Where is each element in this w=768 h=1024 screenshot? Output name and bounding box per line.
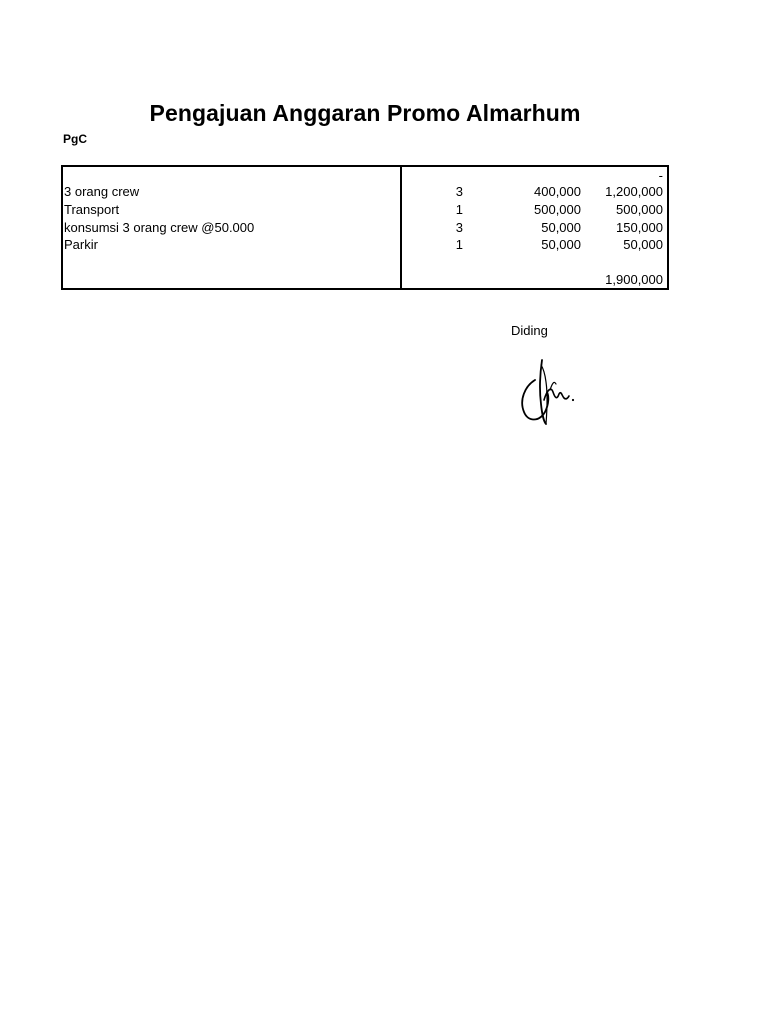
row-price: 500,000 bbox=[534, 202, 581, 217]
total-amount: 1,900,000 bbox=[605, 272, 663, 287]
row-amount: 500,000 bbox=[616, 202, 663, 217]
row-description: Transport bbox=[64, 202, 120, 217]
row-amount: 50,000 bbox=[623, 237, 663, 252]
row-price: 400,000 bbox=[534, 184, 581, 199]
row-qty: 3 bbox=[455, 184, 463, 199]
row-qty: 1 bbox=[455, 237, 463, 252]
row-description: konsumsi 3 orang crew @50.000 bbox=[64, 220, 255, 235]
document-title: Pengajuan Anggaran Promo Almarhum bbox=[149, 100, 581, 126]
row-price: 50,000 bbox=[541, 220, 581, 235]
header-amount-dash: - bbox=[658, 168, 663, 183]
document-subtitle: PgC bbox=[63, 132, 87, 146]
row-amount: 1,200,000 bbox=[605, 184, 663, 199]
column-divider bbox=[400, 167, 402, 288]
row-qty: 1 bbox=[455, 202, 463, 217]
signer-name: Diding bbox=[511, 323, 548, 338]
row-qty: 3 bbox=[455, 220, 463, 235]
row-price: 50,000 bbox=[541, 237, 581, 252]
budget-table bbox=[61, 165, 669, 290]
row-description: Parkir bbox=[64, 237, 98, 252]
row-description: 3 orang crew bbox=[64, 184, 140, 199]
row-amount: 150,000 bbox=[616, 220, 663, 235]
signature-icon bbox=[515, 356, 577, 428]
